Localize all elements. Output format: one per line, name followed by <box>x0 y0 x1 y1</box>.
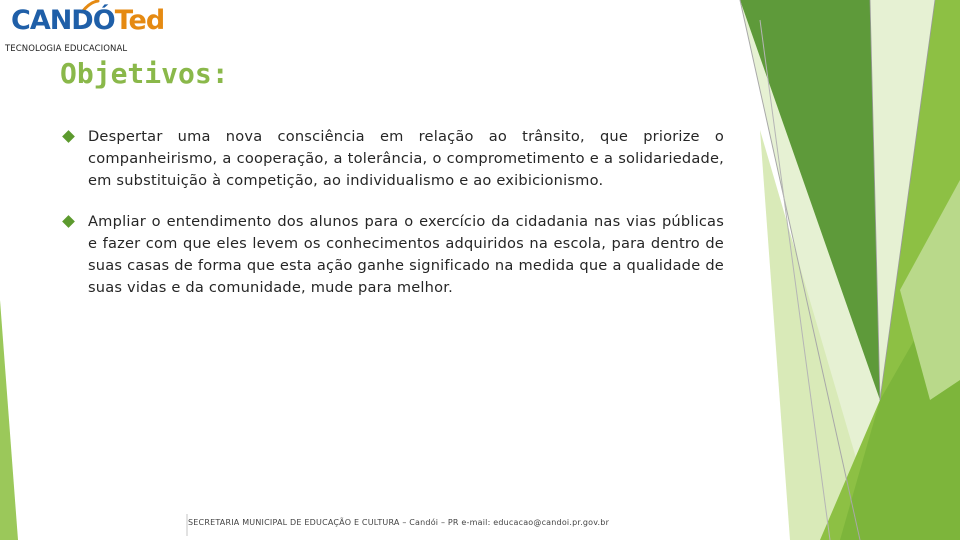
diamond-bullet-icon <box>62 215 75 228</box>
logo-wordmark <box>11 6 164 36</box>
slide-footer: SECRETARIA MUNICIPAL DE EDUCAÇÃO E CULTURA – Candói – PR e-mail: educacao@candoi.pr.gov.br <box>188 518 610 527</box>
slide-title: Objetivos: <box>60 57 229 90</box>
left-accent-shape <box>0 300 18 540</box>
objectives-list <box>64 126 724 318</box>
list-item <box>64 126 724 192</box>
diamond-bullet-icon <box>62 130 75 143</box>
logo-name-main: CANDÓ <box>11 5 115 36</box>
bullet-text: Despertar uma nova consciência em relação ao trânsito, que priorize o companheirismo, a cooperação, a tolerância, o comprometimento e a solidariedade, em substituição à competição, ao individualismo e ao exibicionismo. <box>88 128 724 189</box>
bullet-text: Ampliar o entendimento dos alunos para o exercício da cidadania nas vias públicas e fazer com que eles levem os conhecimentos adquiridos na escola, para dentro de suas casas de forma que esta ação ganhe significado na medida que a qualidade de suas vidas e da comunidade, mude para melhor. <box>88 213 724 296</box>
logo-name-accent: Ted <box>114 5 165 36</box>
brand-logo <box>5 0 165 56</box>
list-item <box>64 211 724 299</box>
logo-tagline: TECNOLOGIA EDUCACIONAL <box>5 44 128 54</box>
